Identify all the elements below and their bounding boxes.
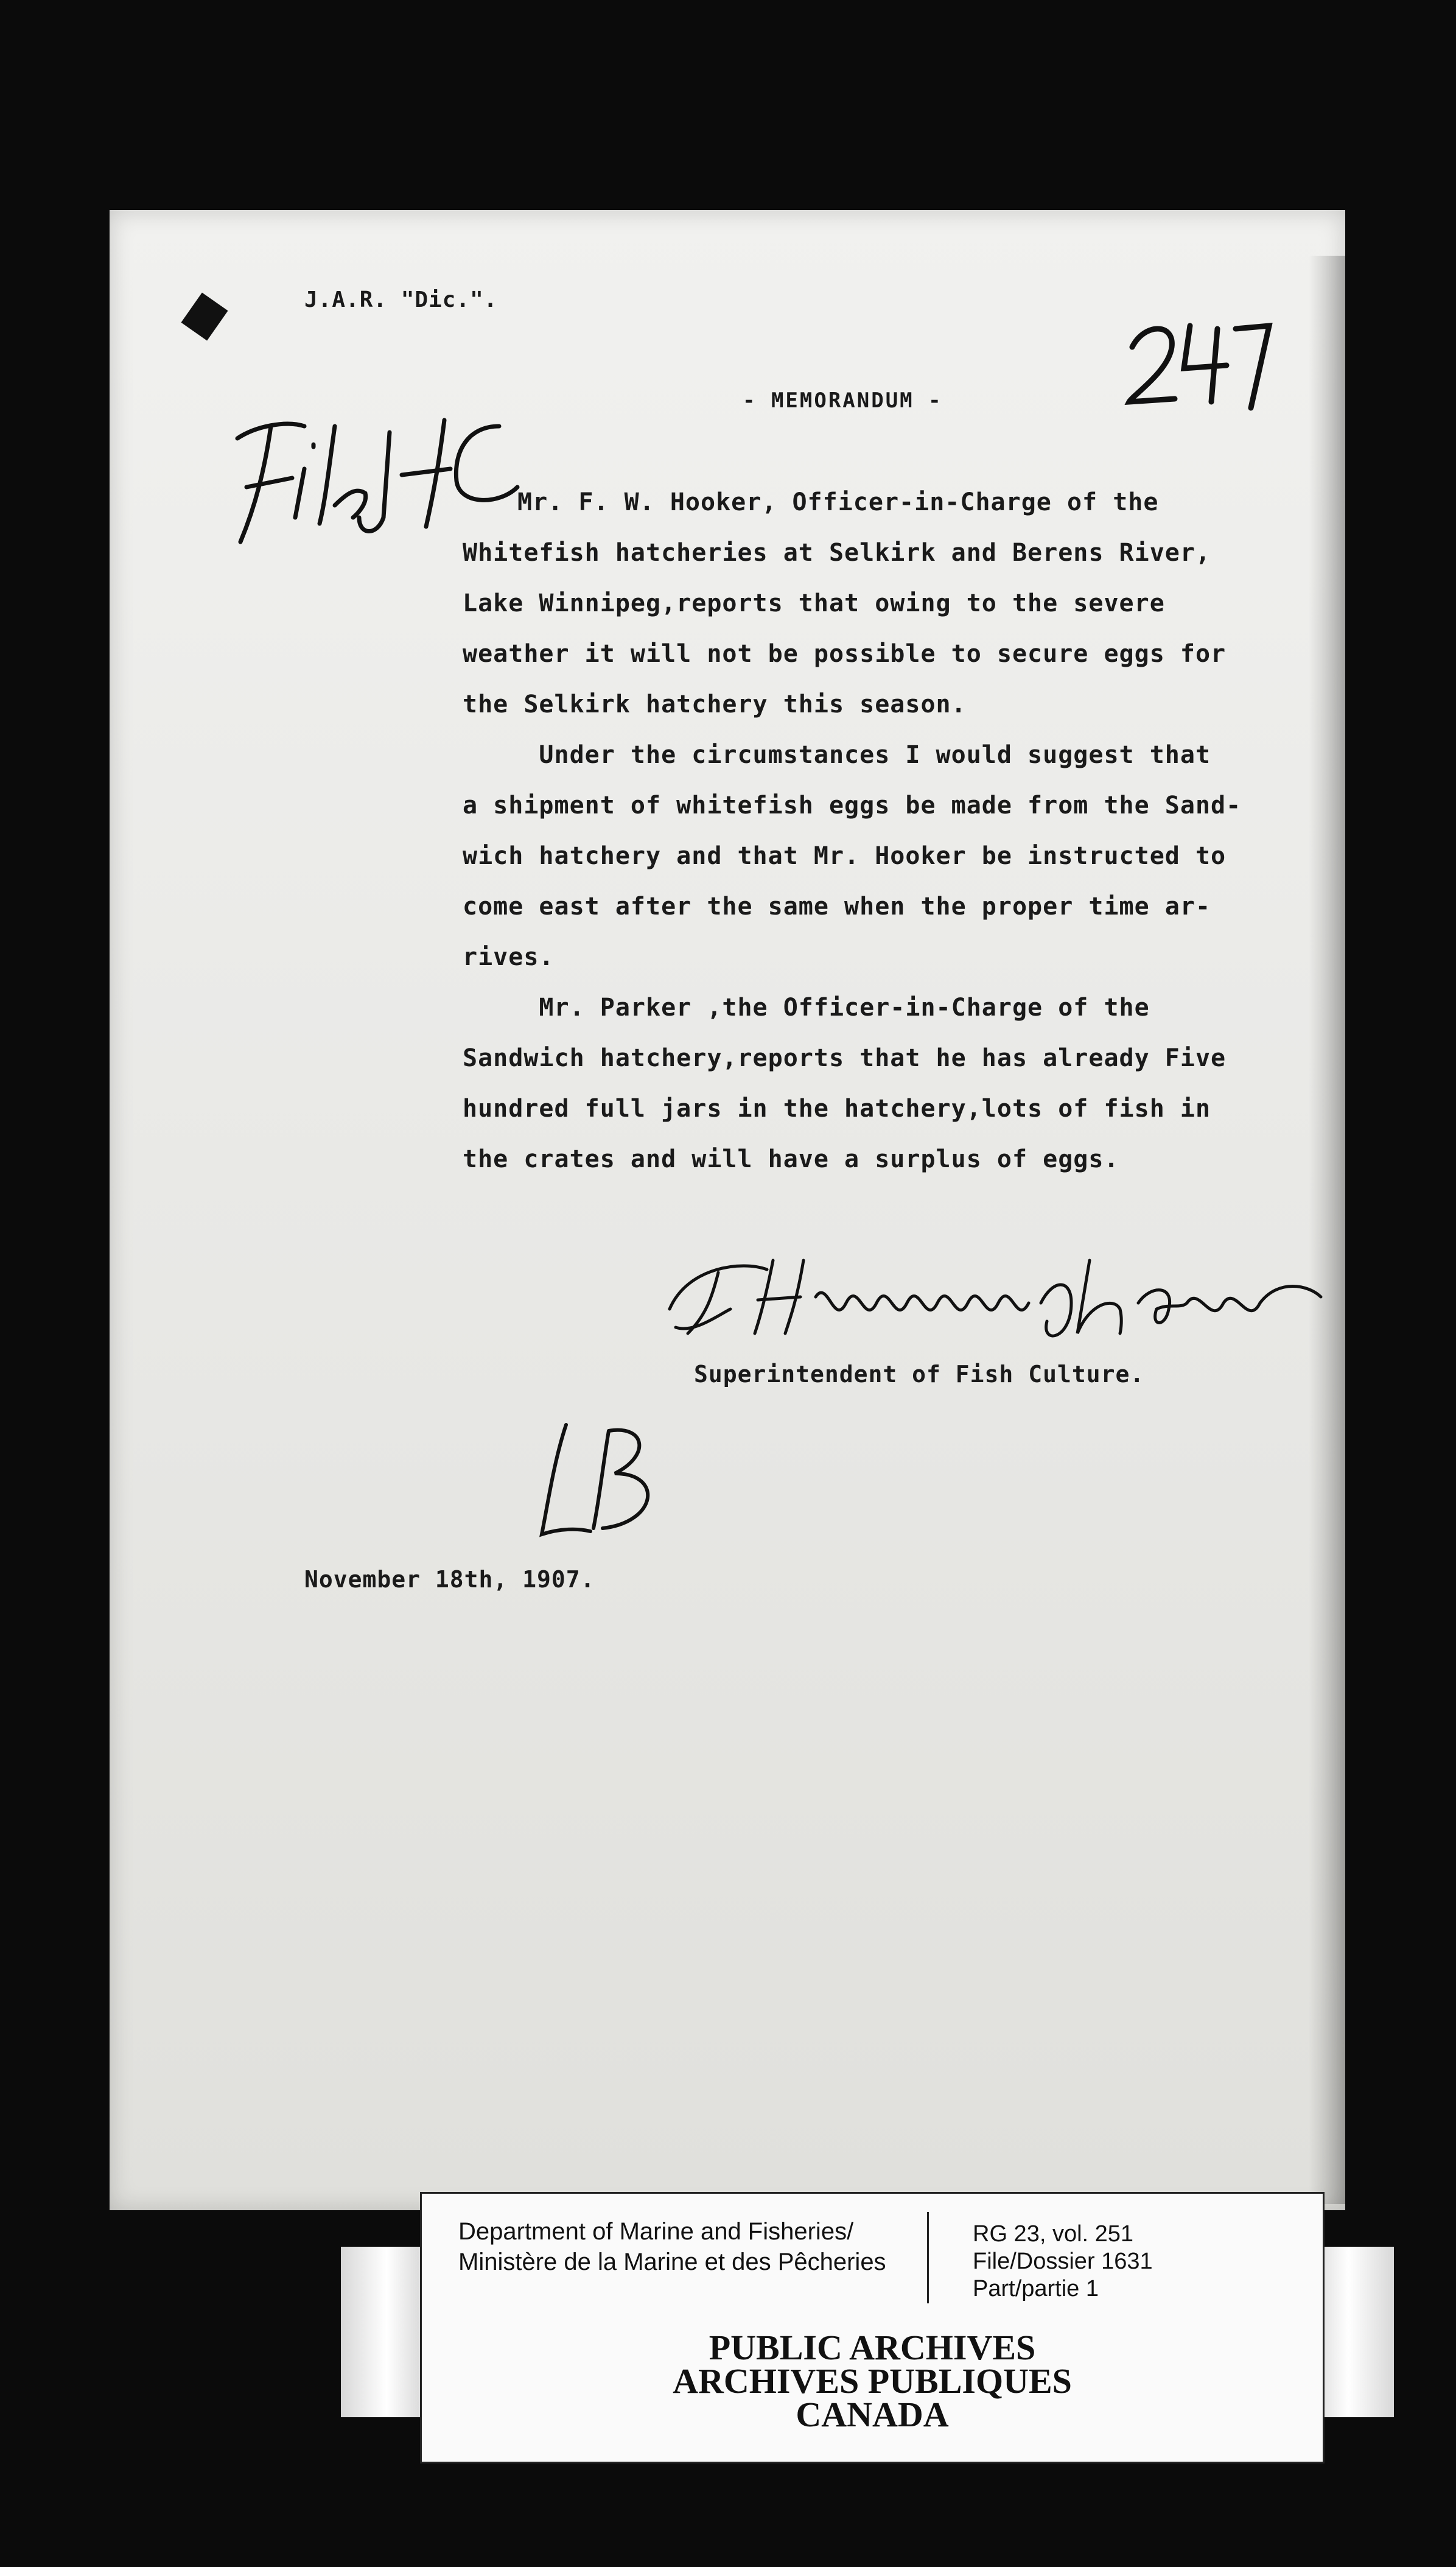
archive-label — [420, 2192, 1325, 2463]
body-line: a shipment of whitefish eggs be made from the Sand- — [463, 792, 1242, 820]
body-line: the Selkirk hatchery this season. — [463, 690, 967, 718]
record-group: RG 23, vol. 251 — [973, 2221, 1134, 2247]
department-en: Department of Marine and Fisheries/ — [458, 2218, 854, 2245]
body-line: Under the circumstances I would suggest that — [463, 741, 1211, 769]
file-number: File/Dossier 1631 — [973, 2249, 1153, 2274]
file-reference: J.A.R. "Dic.". — [304, 287, 498, 312]
label-divider — [927, 2212, 929, 2303]
body-line: Whitefish hatcheries at Selkirk and Berens River, — [463, 539, 1211, 567]
handwritten-file-annotation — [213, 402, 530, 560]
body-line: wich hatchery and that Mr. Hooker be instructed to — [463, 842, 1227, 870]
body-line: the crates and will have a surplus of eggs. — [463, 1145, 1119, 1173]
body-line: Mr. Parker ,the Officer-in-Charge of the — [463, 994, 1150, 1022]
handwritten-initials — [523, 1413, 682, 1547]
archives-en: PUBLIC ARCHIVES — [709, 2328, 1036, 2367]
handwritten-page-number — [1120, 311, 1278, 414]
handwritten-signature — [651, 1242, 1333, 1346]
body-line: rives. — [463, 943, 555, 971]
archives-country: CANADA — [796, 2395, 949, 2434]
signature-title: Superintendent of Fish Culture. — [694, 1361, 1145, 1388]
archive-clip-left — [341, 2247, 432, 2417]
body-line: weather it will not be possible to secure eggs for — [463, 640, 1227, 668]
body-line: Sandwich hatchery,reports that he has already Five — [463, 1044, 1227, 1072]
memo-heading: - MEMORANDUM - — [743, 388, 943, 413]
department-fr: Ministère de la Marine et des Pêcheries — [458, 2249, 886, 2275]
body-line: Mr. F. W. Hooker, Officer-in-Charge of the — [517, 488, 1159, 516]
body-line: hundred full jars in the hatchery,lots of fish in — [463, 1095, 1211, 1123]
part-number: Part/partie 1 — [973, 2276, 1099, 2302]
body-line: Lake Winnipeg,reports that owing to the severe — [463, 589, 1165, 617]
archives-fr: ARCHIVES PUBLIQUES — [673, 2361, 1072, 2401]
body-line: come east after the same when the proper time ar- — [463, 893, 1211, 921]
page-edge-shadow — [1309, 256, 1345, 2204]
memo-date: November 18th, 1907. — [304, 1566, 595, 1593]
